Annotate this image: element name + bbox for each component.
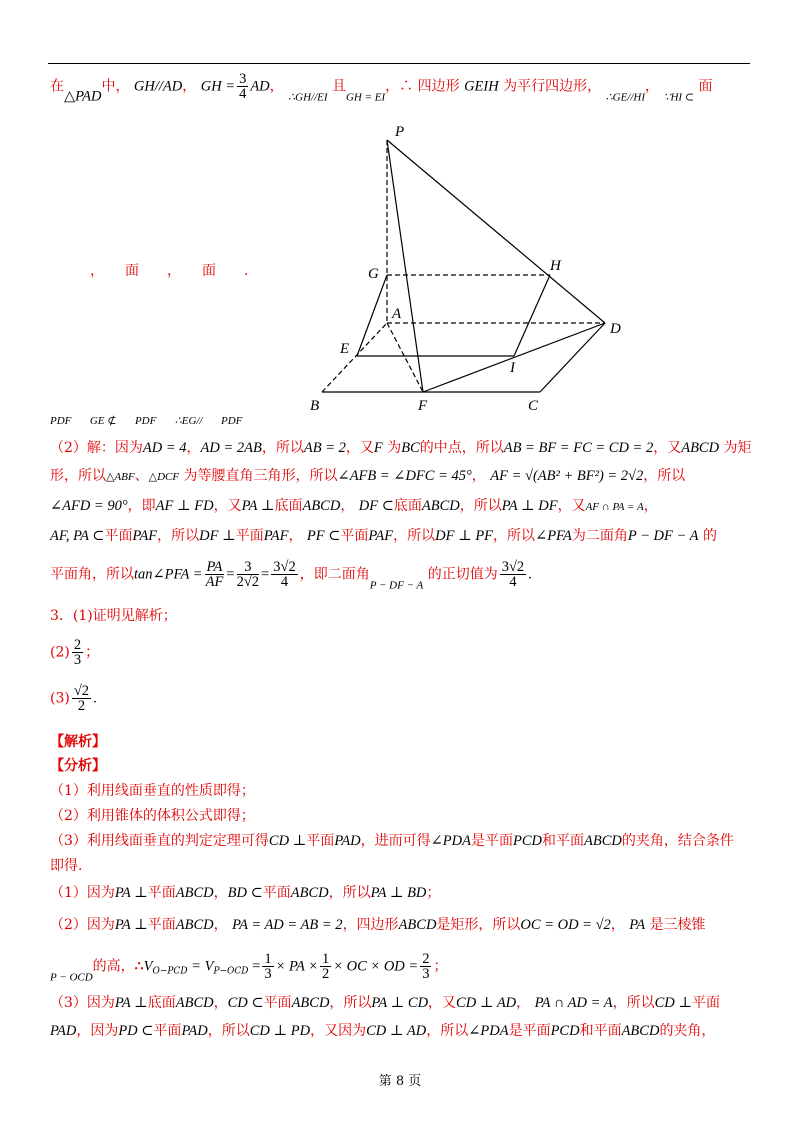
text: ， bbox=[516, 995, 531, 1011]
text: ， bbox=[471, 468, 486, 484]
math: AD = 4 bbox=[142, 440, 187, 456]
text: ，进而可得 bbox=[360, 833, 431, 849]
text: ，所以 bbox=[426, 1023, 469, 1039]
header-rule bbox=[48, 63, 750, 64]
text: 形，所以 bbox=[50, 468, 106, 484]
math: CD ⊥ PD bbox=[249, 1023, 311, 1039]
math: △DCF bbox=[148, 471, 180, 483]
math: △PAD bbox=[64, 88, 102, 105]
label-B: B bbox=[310, 398, 320, 414]
math: PA ⊥ bbox=[114, 917, 148, 933]
math: = bbox=[226, 566, 235, 583]
math: ∠PDA bbox=[430, 833, 471, 849]
text: 平面 bbox=[104, 528, 133, 544]
math: GH = EI bbox=[345, 91, 386, 104]
math: BC bbox=[401, 440, 420, 456]
math: F bbox=[373, 440, 383, 456]
proof-line-2: ， 面 ， 面 . bbox=[90, 263, 249, 279]
numerator: 2 bbox=[73, 637, 82, 653]
text: 平面 bbox=[147, 885, 176, 901]
math: CD ⊥ bbox=[654, 995, 693, 1011]
math: P − DF − A bbox=[627, 528, 699, 544]
jiexi-heading: 【解析】 bbox=[50, 734, 106, 750]
math: ABCD bbox=[584, 833, 622, 849]
text: ，又 bbox=[428, 995, 457, 1011]
text: 中， bbox=[101, 78, 130, 95]
math: . bbox=[528, 566, 532, 583]
math: AF ∩ PA = A bbox=[585, 501, 644, 513]
math: PAD bbox=[50, 1023, 77, 1039]
text: 在 bbox=[50, 78, 64, 95]
math: PA ⊥ bbox=[241, 498, 275, 514]
math: ∴EG// bbox=[174, 415, 203, 427]
proof-line-1 bbox=[50, 72, 713, 107]
math: ABCD bbox=[302, 498, 341, 514]
math: ABCD bbox=[621, 1023, 660, 1039]
text: ，∴ bbox=[385, 78, 414, 95]
math: P − OCD bbox=[50, 971, 93, 984]
text: ， bbox=[213, 917, 228, 933]
analysis-3-cont: 即得. bbox=[50, 858, 83, 874]
analysis-3 bbox=[50, 832, 734, 850]
denominator: 3 bbox=[264, 966, 272, 982]
text: 且 bbox=[331, 78, 346, 95]
subscript: O−PCD bbox=[152, 966, 188, 977]
math: PDF bbox=[50, 415, 72, 427]
subscript: P−OCD bbox=[213, 966, 249, 977]
fraction bbox=[237, 72, 248, 101]
fraction bbox=[205, 560, 225, 589]
text: 平面 bbox=[262, 885, 291, 901]
p2-line-2 bbox=[50, 467, 685, 486]
math: GH//AD bbox=[133, 78, 183, 95]
label-E: E bbox=[340, 341, 350, 357]
math: AF = √(AB² + BF²) = 2√2 bbox=[490, 468, 644, 484]
math: PA ⊥ DF bbox=[501, 498, 558, 514]
text: 为矩 bbox=[723, 440, 752, 456]
denominator: 2 bbox=[77, 698, 86, 714]
math: ∠AFD = 90° bbox=[50, 498, 128, 514]
text: ， bbox=[340, 498, 355, 514]
math: AB = 2 bbox=[303, 440, 346, 456]
solution-1 bbox=[50, 884, 440, 902]
math: ABCD bbox=[290, 885, 329, 901]
edge-FD bbox=[423, 323, 605, 392]
label-G: G bbox=[368, 266, 379, 282]
p2-line-1 bbox=[50, 439, 752, 457]
numerator: 2 bbox=[422, 951, 430, 967]
text: ，又 bbox=[557, 498, 586, 514]
text: ，所以 bbox=[261, 440, 304, 456]
text: ； bbox=[85, 644, 100, 661]
math: ABCD bbox=[175, 917, 214, 933]
fraction bbox=[72, 638, 83, 667]
math: ABCD bbox=[681, 440, 720, 456]
text: ，又 bbox=[345, 440, 374, 456]
text: 的中点，所以 bbox=[419, 440, 504, 456]
text: 底面 bbox=[393, 498, 422, 514]
text: （3）因为 bbox=[50, 995, 115, 1011]
text: 平面 bbox=[153, 1023, 182, 1039]
fraction bbox=[262, 952, 273, 981]
solution-3-cont bbox=[50, 1022, 715, 1040]
text: ，即 bbox=[127, 498, 156, 514]
math: P − DF − A bbox=[369, 579, 424, 592]
math: tan∠PFA = bbox=[134, 566, 203, 583]
text: ，又 bbox=[213, 498, 242, 514]
fraction bbox=[500, 560, 526, 589]
numerator: √2 bbox=[73, 683, 90, 699]
text: 底面 bbox=[274, 498, 303, 514]
denominator: 2 bbox=[321, 966, 330, 982]
text: （1）因为 bbox=[50, 885, 115, 901]
text: 和平面 bbox=[542, 833, 584, 849]
math: DF ⊥ PF bbox=[435, 528, 494, 544]
fenxi-heading: 【分析】 bbox=[50, 758, 106, 774]
numerator: 1 bbox=[321, 951, 330, 967]
math: GH = bbox=[200, 78, 236, 95]
math: = V bbox=[187, 958, 214, 975]
denominator: 3 bbox=[422, 966, 430, 982]
text: ，又因为 bbox=[310, 1023, 367, 1039]
text: ； bbox=[426, 885, 441, 901]
label-P: P bbox=[395, 124, 405, 140]
text: 是平面 bbox=[471, 833, 513, 849]
math: ABCD bbox=[398, 917, 437, 933]
math: AF, PA ⊂ bbox=[50, 528, 105, 544]
math: PDF bbox=[221, 415, 243, 427]
text: 的正切值为 bbox=[427, 566, 498, 583]
text: 、 bbox=[134, 468, 149, 484]
math: PCD bbox=[513, 833, 542, 849]
math: AD bbox=[250, 78, 270, 95]
math: CD ⊥ AD bbox=[456, 995, 517, 1011]
math: ∵HI ⊂ bbox=[663, 91, 695, 104]
math: ∴GE//HI bbox=[605, 91, 646, 104]
proof-line-3 bbox=[50, 411, 242, 430]
text: 为等腰直角三角形，所以 bbox=[183, 468, 338, 484]
solution-2 bbox=[50, 916, 706, 934]
math: V bbox=[143, 958, 153, 975]
text: ， bbox=[213, 885, 228, 901]
text: 平面角，所以 bbox=[50, 566, 134, 583]
analysis-1: （1）利用线面垂直的性质即得； bbox=[50, 783, 255, 799]
numerator: 1 bbox=[264, 951, 272, 967]
text: 和平面 bbox=[579, 1023, 622, 1039]
text: (2) bbox=[50, 644, 70, 661]
edge-HI bbox=[514, 275, 550, 356]
text: ，所以 bbox=[612, 995, 655, 1011]
text: ， bbox=[645, 78, 660, 95]
math: ABCD bbox=[175, 885, 214, 901]
math: ABCD bbox=[421, 498, 460, 514]
math: = bbox=[261, 566, 270, 583]
fraction bbox=[320, 952, 331, 981]
math: ∠AFB = ∠DFC = 45° bbox=[337, 468, 472, 484]
math: CD ⊂ bbox=[227, 995, 264, 1011]
math: PA ⊥ CD bbox=[371, 995, 429, 1011]
p2-line-4 bbox=[50, 527, 717, 545]
denominator: AF bbox=[205, 574, 224, 590]
numerator: 3 bbox=[237, 560, 259, 575]
math: ABCD bbox=[175, 995, 214, 1011]
math: × PA × bbox=[275, 958, 318, 975]
fraction bbox=[420, 952, 431, 981]
q3-answer-3 bbox=[50, 684, 97, 713]
math: PAF bbox=[263, 528, 289, 544]
math: ∠PFA bbox=[535, 528, 572, 544]
text: ，因为 bbox=[76, 1023, 119, 1039]
text: 平面 bbox=[235, 528, 264, 544]
math: = bbox=[248, 958, 261, 975]
text: 底面 bbox=[147, 995, 176, 1011]
text: （3）利用线面垂直的判定定理可得 bbox=[50, 833, 269, 849]
text: ，所以 bbox=[329, 995, 372, 1011]
p2-line-5 bbox=[50, 560, 532, 595]
text: （2）解：因为 bbox=[50, 440, 143, 456]
math: PA ⊥ bbox=[114, 995, 148, 1011]
math: AF ⊥ FD bbox=[155, 498, 214, 514]
text: 平面 bbox=[147, 917, 176, 933]
page-footer: 第 8 页 bbox=[378, 1074, 422, 1089]
math: CD ⊥ bbox=[268, 833, 307, 849]
label-A: A bbox=[392, 306, 402, 322]
math: ∠PDA bbox=[468, 1023, 509, 1039]
math: PAF bbox=[132, 528, 158, 544]
math: GE ⊄ bbox=[89, 415, 117, 427]
denominator: 4 bbox=[239, 86, 247, 102]
math: △ABF bbox=[106, 471, 135, 483]
text: ，即二面角 bbox=[299, 566, 370, 583]
text: 平面 bbox=[340, 528, 369, 544]
math: OC = OD = √2 bbox=[520, 917, 611, 933]
text: ， bbox=[269, 78, 284, 95]
q3-head: 3．(1)证明见解析； bbox=[50, 608, 177, 624]
q3-answer-2 bbox=[50, 638, 99, 667]
math: GEIH bbox=[464, 78, 499, 95]
numerator: 3√2 bbox=[501, 559, 525, 575]
text: ，所以 bbox=[643, 468, 686, 484]
analysis-2: （2）利用锥体的体积公式即得； bbox=[50, 808, 255, 824]
text: （2）因为 bbox=[50, 917, 115, 933]
label-C: C bbox=[528, 398, 539, 414]
text: ； bbox=[433, 958, 448, 975]
math: AB = BF = FC = CD = 2 bbox=[503, 440, 654, 456]
label-I: I bbox=[510, 360, 515, 376]
math: AD = 2AB bbox=[200, 440, 262, 456]
math: PAD bbox=[181, 1023, 208, 1039]
text: 是平面 bbox=[508, 1023, 551, 1039]
math: PF ⊂ bbox=[306, 528, 341, 544]
math: PAF bbox=[368, 528, 394, 544]
text: ，又 bbox=[653, 440, 682, 456]
text: ， bbox=[288, 528, 303, 544]
numerator: 3√2 bbox=[273, 559, 296, 575]
text: 的夹角，结合条件 bbox=[621, 833, 734, 849]
denominator: 3 bbox=[73, 652, 82, 668]
text: ，所以 bbox=[157, 528, 200, 544]
math: PA bbox=[629, 917, 646, 933]
text: 的夹角， bbox=[659, 1023, 716, 1039]
text: 的高， bbox=[92, 958, 135, 975]
text: (3) bbox=[50, 690, 70, 707]
text: 平面 bbox=[692, 995, 721, 1011]
text: ， bbox=[643, 498, 658, 514]
math: PCD bbox=[550, 1023, 580, 1039]
math: PA ⊥ bbox=[114, 885, 148, 901]
edge-BA bbox=[322, 323, 387, 392]
label-H: H bbox=[550, 258, 561, 274]
text: ， bbox=[186, 440, 201, 456]
text: ，所以 bbox=[393, 528, 436, 544]
fraction bbox=[237, 560, 259, 589]
text: ，四边形 bbox=[342, 917, 399, 933]
math: PA ∩ AD = A bbox=[534, 995, 613, 1011]
edge-PF bbox=[387, 140, 423, 392]
text: 为 bbox=[387, 440, 402, 456]
fraction bbox=[72, 684, 91, 713]
edge-GE bbox=[357, 275, 387, 356]
math: PAD bbox=[334, 833, 361, 849]
text: ， bbox=[213, 995, 228, 1011]
denominator: 4 bbox=[509, 574, 517, 590]
edge-PD bbox=[387, 140, 605, 323]
math: PA ⊥ BD bbox=[370, 885, 427, 901]
text: 平面 bbox=[306, 833, 335, 849]
solution-3 bbox=[50, 994, 720, 1012]
solution-2-cont bbox=[50, 952, 447, 987]
p2-line-3 bbox=[50, 497, 658, 516]
math: CD ⊥ AD bbox=[366, 1023, 427, 1039]
math: × OC × OD = bbox=[333, 958, 419, 975]
text: 面 bbox=[698, 78, 713, 95]
text: ，所以 bbox=[328, 885, 371, 901]
label-F: F bbox=[418, 398, 428, 414]
math: ABCD bbox=[291, 995, 330, 1011]
edge-CD bbox=[540, 323, 605, 392]
text: 是矩形，所以 bbox=[436, 917, 521, 933]
text: ，所以 bbox=[493, 528, 536, 544]
numerator: PA bbox=[206, 559, 223, 575]
math: PDF bbox=[134, 415, 157, 427]
text: ， bbox=[182, 78, 197, 95]
fraction bbox=[271, 560, 297, 589]
text: 为平行四边形， bbox=[503, 78, 602, 95]
text: ，所以 bbox=[207, 1023, 250, 1039]
math: PD ⊂ bbox=[118, 1023, 154, 1039]
math: . bbox=[93, 690, 97, 707]
text: ∴ bbox=[134, 958, 144, 975]
denominator: 4 bbox=[280, 574, 289, 590]
math: ∴GH//EI bbox=[288, 91, 328, 104]
text: ，所以 bbox=[459, 498, 502, 514]
label-D: D bbox=[610, 321, 621, 337]
numerator: 3 bbox=[239, 71, 247, 87]
text: ， bbox=[610, 917, 625, 933]
math: DF ⊂ bbox=[358, 498, 394, 514]
text: 平面 bbox=[263, 995, 292, 1011]
text: 四边形 bbox=[417, 78, 460, 95]
math: PA = AD = AB = 2 bbox=[232, 917, 343, 933]
text: 是三棱锥 bbox=[649, 917, 706, 933]
denominator: 2√2 bbox=[236, 574, 260, 590]
text: 的 bbox=[702, 528, 717, 544]
math: BD ⊂ bbox=[227, 885, 263, 901]
math: DF ⊥ bbox=[199, 528, 236, 544]
pyramid-figure bbox=[300, 120, 640, 420]
text: 为二面角 bbox=[571, 528, 628, 544]
